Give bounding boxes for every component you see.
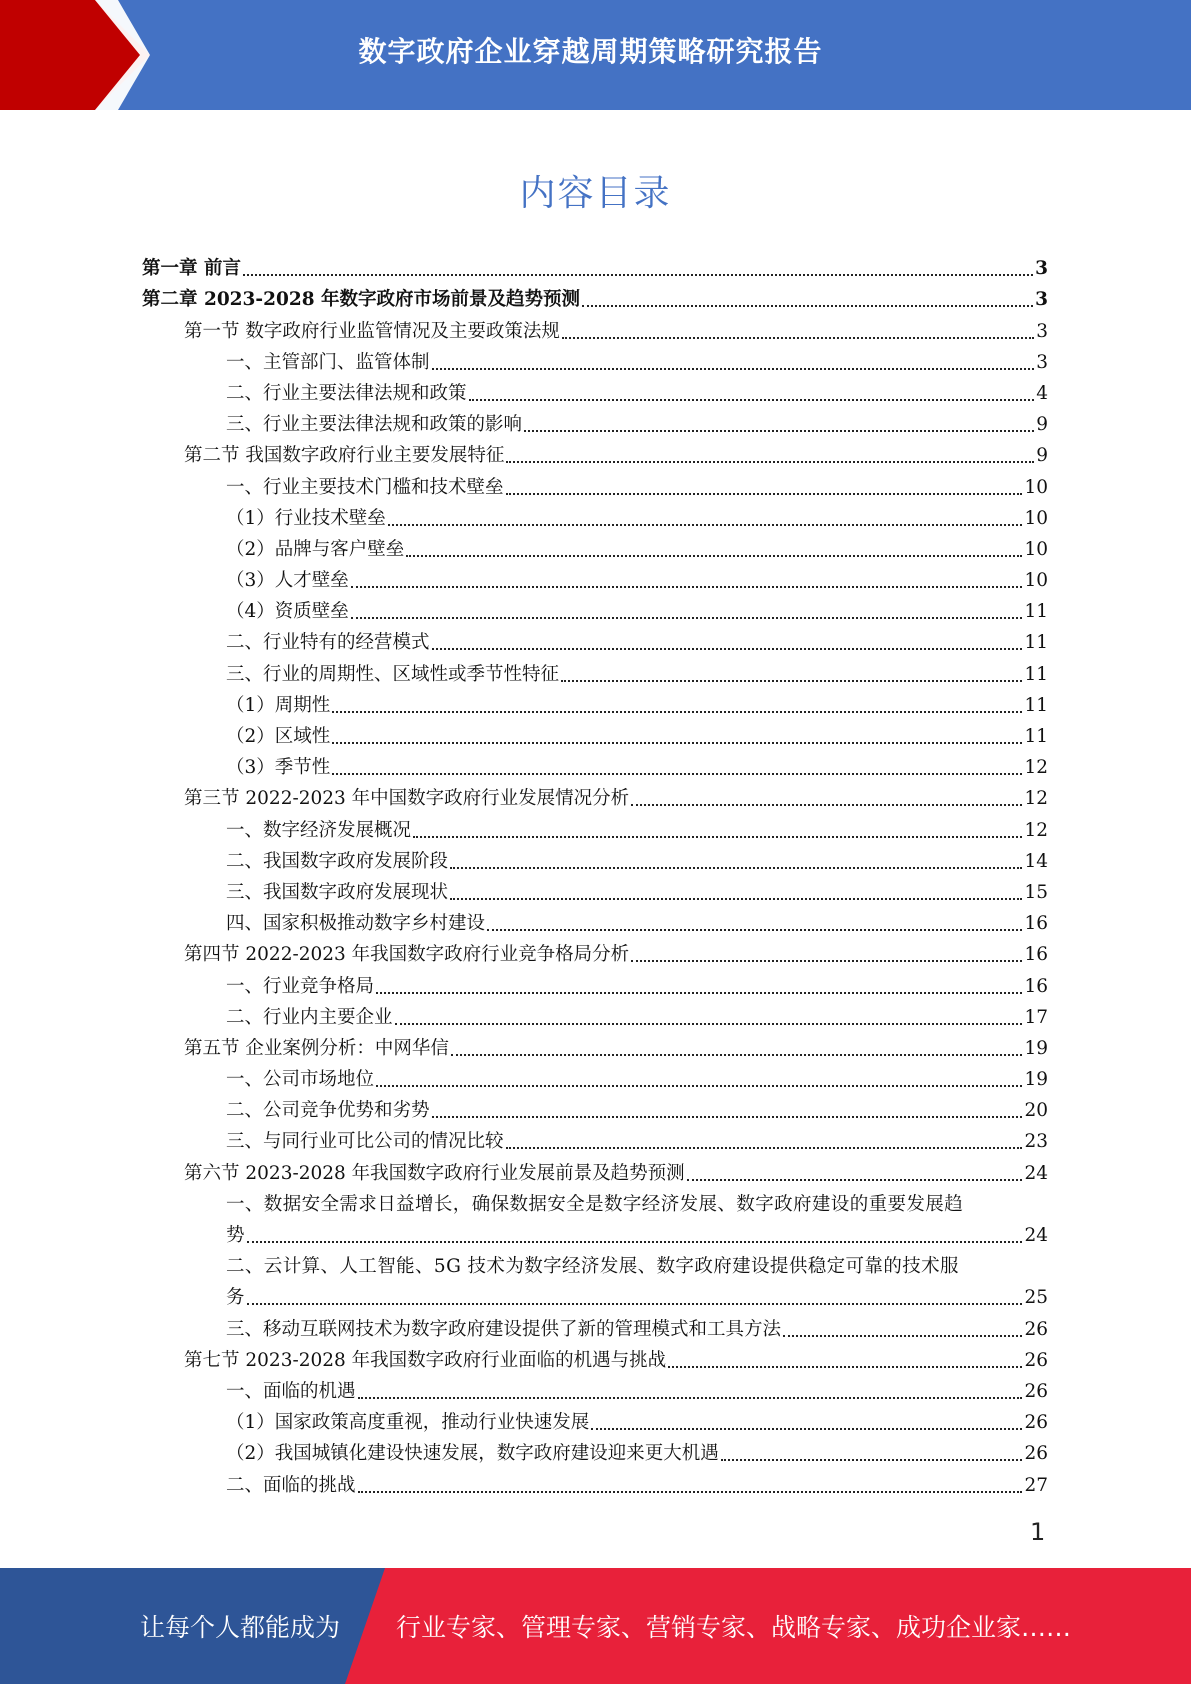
- toc-entry[interactable]: [142, 814, 1048, 845]
- toc-entry[interactable]: [142, 1407, 1048, 1438]
- toc-entry-page: 25: [1024, 1287, 1048, 1309]
- toc-entry-page: 11: [1024, 663, 1048, 685]
- toc-entry-label: （1）周期性: [226, 694, 331, 716]
- toc-entry-page: 19: [1024, 1069, 1048, 1091]
- toc-entry-page: 9: [1036, 445, 1048, 467]
- toc-dot-leader: [247, 1303, 1023, 1305]
- toc-entry-label: （2）区域性: [226, 726, 331, 747]
- toc-entry[interactable]: [142, 846, 1048, 877]
- toc-dot-leader: [524, 430, 1034, 432]
- toc-entry-page: 11: [1024, 632, 1048, 654]
- page-title: 内容目录: [519, 173, 672, 214]
- toc-entry[interactable]: [142, 1189, 1048, 1251]
- toc-section[interactable]: [142, 1033, 1048, 1064]
- toc-dot-leader: [450, 867, 1022, 869]
- toc-dot-leader: [450, 898, 1022, 900]
- toc-section[interactable]: [142, 315, 1048, 346]
- toc-dot-leader: [432, 368, 1035, 370]
- toc-entry[interactable]: [142, 378, 1048, 409]
- toc-dot-leader: [243, 274, 1033, 276]
- toc-entry[interactable]: [142, 471, 1048, 502]
- toc-entry-page: 11: [1024, 694, 1048, 716]
- toc-entry[interactable]: [142, 503, 1048, 534]
- toc-entry[interactable]: [142, 1002, 1048, 1033]
- toc-dot-leader: [332, 711, 1022, 713]
- toc-dot-leader: [358, 1397, 1023, 1399]
- toc-dot-leader: [506, 1147, 1023, 1149]
- footer-slogan-right: 行业专家、管理专家、营销专家、战略专家、成功企业家……: [396, 1613, 1072, 1642]
- toc-dot-leader: [668, 1366, 1022, 1368]
- toc-dot-leader: [351, 586, 1023, 588]
- toc-entry[interactable]: [142, 658, 1048, 689]
- page-number: 1: [1030, 1518, 1046, 1546]
- toc-entry[interactable]: [142, 1251, 1048, 1313]
- toc-entry-page: 3: [1036, 351, 1048, 373]
- toc-dot-leader: [783, 1335, 1022, 1337]
- toc-entry[interactable]: [142, 1313, 1048, 1344]
- toc-entry-page: 15: [1024, 881, 1048, 903]
- toc-entry-label: 第七节 2023-2028 年我国数字政府行业面临的机遇与挑战: [184, 1349, 667, 1371]
- toc-chapter[interactable]: [142, 253, 1048, 284]
- toc-entry-label: 第一节 数字政府行业监管情况及主要政策法规: [184, 320, 560, 342]
- toc-entry-page: 3: [1035, 289, 1048, 311]
- toc-entry-page: 26: [1024, 1380, 1048, 1402]
- toc-entry-page: 16: [1024, 913, 1048, 935]
- toc-dot-leader: [591, 1428, 1022, 1430]
- toc-dot-leader: [376, 1085, 1022, 1087]
- toc-dot-leader: [721, 1459, 1023, 1461]
- toc-chapter[interactable]: [142, 284, 1048, 315]
- toc-dot-leader: [332, 742, 1022, 744]
- toc-dot-leader: [562, 337, 1034, 339]
- toc-entry-page: 10: [1024, 570, 1048, 592]
- toc-entry-label: 二、行业主要法律法规和政策: [226, 382, 467, 404]
- toc-entry-page: 16: [1024, 975, 1048, 997]
- toc-dot-leader: [413, 836, 1022, 838]
- toc-dot-leader: [432, 648, 1023, 650]
- toc-dot-leader: [332, 773, 1022, 775]
- toc-entry[interactable]: [142, 1095, 1048, 1126]
- toc-dot-leader: [582, 305, 1033, 307]
- toc-entry-page: 26: [1024, 1443, 1048, 1465]
- toc-entry[interactable]: [142, 1064, 1048, 1095]
- toc-entry-label: （4）资质壁垒: [226, 601, 349, 623]
- toc-entry-label: 三、与同行业可比公司的情况比较: [226, 1131, 504, 1153]
- toc-entry-label: 第六节 2023-2028 年我国数字政府行业发展前景及趋势预测: [184, 1162, 685, 1184]
- table-of-contents: [142, 253, 1048, 1501]
- toc-entry[interactable]: [142, 347, 1048, 378]
- toc-entry-page: 11: [1024, 726, 1048, 747]
- toc-section[interactable]: [142, 1345, 1048, 1376]
- toc-entry-page: 12: [1024, 819, 1048, 841]
- toc-entry-label: 第五节 企业案例分析：中网华信: [184, 1037, 449, 1059]
- toc-entry-page: 20: [1024, 1100, 1048, 1122]
- toc-dot-leader: [506, 493, 1023, 495]
- toc-entry-label-continued: 势: [226, 1225, 245, 1246]
- toc-entry-page: 10: [1024, 538, 1048, 560]
- toc-entry-label: 四、国家积极推动数字乡村建设: [226, 913, 486, 935]
- toc-entry-page: 17: [1024, 1006, 1048, 1028]
- toc-entry-label: （3）季节性: [226, 757, 331, 779]
- toc-entry-label: 第二章 2023-2028 年数字政府市场前景及趋势预测: [142, 289, 581, 311]
- toc-dot-leader: [451, 1054, 1023, 1056]
- toc-entry-label: 二、行业特有的经营模式: [226, 632, 430, 654]
- toc-section[interactable]: [142, 1157, 1048, 1188]
- toc-entry-label: 一、数字经济发展概况: [226, 819, 412, 841]
- toc-entry-label: 第一章 前言: [142, 258, 241, 280]
- toc-entry-label: 第三节 2022-2023 年中国数字政府行业发展情况分析: [184, 788, 630, 810]
- toc-entry-label: 二、行业内主要企业: [226, 1006, 393, 1028]
- toc-entry[interactable]: [142, 627, 1048, 658]
- toc-entry-page: 12: [1024, 788, 1048, 810]
- toc-entry-label: 一、数据安全需求日益增长，确保数据安全是数字经济发展、数字政府建设的重要发展趋: [226, 1193, 964, 1215]
- toc-dot-leader: [631, 960, 1022, 962]
- toc-entry-label: （3）人才壁垒: [226, 570, 349, 592]
- toc-entry-page: 19: [1024, 1037, 1048, 1059]
- page-footer: [0, 1568, 1191, 1684]
- toc-entry-page: 10: [1024, 507, 1048, 529]
- toc-entry-label: 一、面临的机遇: [226, 1380, 356, 1402]
- toc-entry-label: 三、行业的周期性、区域性或季节性特征: [226, 663, 560, 685]
- toc-entry-page: 14: [1024, 850, 1048, 872]
- toc-entry[interactable]: [142, 409, 1048, 440]
- toc-dot-leader: [358, 1491, 1023, 1493]
- toc-entry[interactable]: [142, 690, 1048, 721]
- toc-entry-page: 24: [1024, 1225, 1048, 1246]
- toc-dot-leader: [687, 1179, 1023, 1181]
- toc-entry[interactable]: [142, 970, 1048, 1001]
- toc-entry-page: 9: [1036, 414, 1048, 436]
- toc-entry-label: 三、行业主要法律法规和政策的影响: [226, 414, 523, 436]
- toc-entry[interactable]: [142, 565, 1048, 596]
- toc-entry-page: 24: [1024, 1162, 1048, 1184]
- toc-entry-page: 4: [1036, 382, 1048, 404]
- toc-entry-page: 3: [1036, 320, 1048, 342]
- toc-dot-leader: [432, 1116, 1023, 1118]
- toc-entry-page: 3: [1035, 258, 1048, 280]
- toc-entry-label: （2）我国城镇化建设快速发展，数字政府建设迎来更大机遇: [226, 1443, 719, 1465]
- toc-entry[interactable]: [142, 1438, 1048, 1469]
- toc-entry-label: （1）国家政策高度重视，推动行业快速发展: [226, 1412, 590, 1434]
- toc-entry-page: 26: [1024, 1349, 1048, 1371]
- toc-entry-label: 一、行业竞争格局: [226, 975, 375, 997]
- toc-entry-label: 一、公司市场地位: [226, 1069, 375, 1091]
- toc-dot-leader: [247, 1241, 1023, 1243]
- toc-entry[interactable]: [142, 721, 1048, 752]
- toc-dot-leader: [351, 617, 1023, 619]
- toc-dot-leader: [487, 929, 1022, 931]
- toc-dot-leader: [388, 524, 1023, 526]
- toc-entry-label: 三、移动互联网技术为数字政府建设提供了新的管理模式和工具方法: [226, 1318, 782, 1340]
- toc-entry-label: 第二节 我国数字政府行业主要发展特征: [184, 445, 505, 467]
- toc-entry-page: 16: [1024, 944, 1048, 966]
- toc-entry[interactable]: [142, 877, 1048, 908]
- toc-entry-label: （1）行业技术壁垒: [226, 507, 386, 529]
- toc-entry[interactable]: [142, 752, 1048, 783]
- toc-entry-label: 第四节 2022-2023 年我国数字政府行业竞争格局分析: [184, 944, 630, 966]
- toc-entry-label: 二、云计算、人工智能、5G 技术为数字经济发展、数字政府建设提供稳定可靠的技术服: [226, 1256, 959, 1277]
- toc-dot-leader: [395, 1023, 1023, 1025]
- toc-dot-leader: [561, 680, 1022, 682]
- toc-dot-leader: [376, 992, 1022, 994]
- footer-slogan-left: 让每个人都能成为: [140, 1613, 341, 1642]
- toc-section[interactable]: [142, 939, 1048, 970]
- toc-entry-label: 三、我国数字政府发展现状: [226, 881, 449, 903]
- toc-dot-leader: [506, 461, 1034, 463]
- toc-entry[interactable]: [142, 1469, 1048, 1500]
- toc-entry-label: （2）品牌与客户壁垒: [226, 538, 405, 560]
- toc-entry-label: 二、公司竞争优势和劣势: [226, 1100, 430, 1122]
- toc-entry-page: 11: [1024, 601, 1048, 623]
- toc-entry-label: 一、主管部门、监管体制: [226, 351, 430, 373]
- toc-entry-page: 26: [1024, 1318, 1048, 1340]
- toc-entry-page: 23: [1024, 1131, 1048, 1153]
- toc-dot-leader: [406, 555, 1022, 557]
- page-header: [0, 0, 1191, 110]
- toc-section[interactable]: [142, 783, 1048, 814]
- toc-entry-page: 27: [1024, 1474, 1048, 1496]
- toc-entry[interactable]: [142, 1376, 1048, 1407]
- toc-entry-label: 一、行业主要技术门槛和技术壁垒: [226, 476, 504, 498]
- toc-section[interactable]: [142, 440, 1048, 471]
- toc-entry[interactable]: [142, 1126, 1048, 1157]
- toc-entry-label: 二、面临的挑战: [226, 1474, 356, 1496]
- toc-dot-leader: [631, 804, 1022, 806]
- toc-entry-page: 12: [1024, 757, 1048, 779]
- toc-entry-label-continued: 务: [226, 1287, 245, 1309]
- toc-entry-label: 二、我国数字政府发展阶段: [226, 850, 449, 872]
- toc-dot-leader: [469, 399, 1035, 401]
- header-title: 数字政府企业穿越周期策略研究报告: [358, 35, 823, 68]
- toc-entry-page: 10: [1024, 476, 1048, 498]
- toc-entry[interactable]: [142, 908, 1048, 939]
- toc-entry-page: 26: [1024, 1412, 1048, 1434]
- toc-entry[interactable]: [142, 596, 1048, 627]
- toc-entry[interactable]: [142, 534, 1048, 565]
